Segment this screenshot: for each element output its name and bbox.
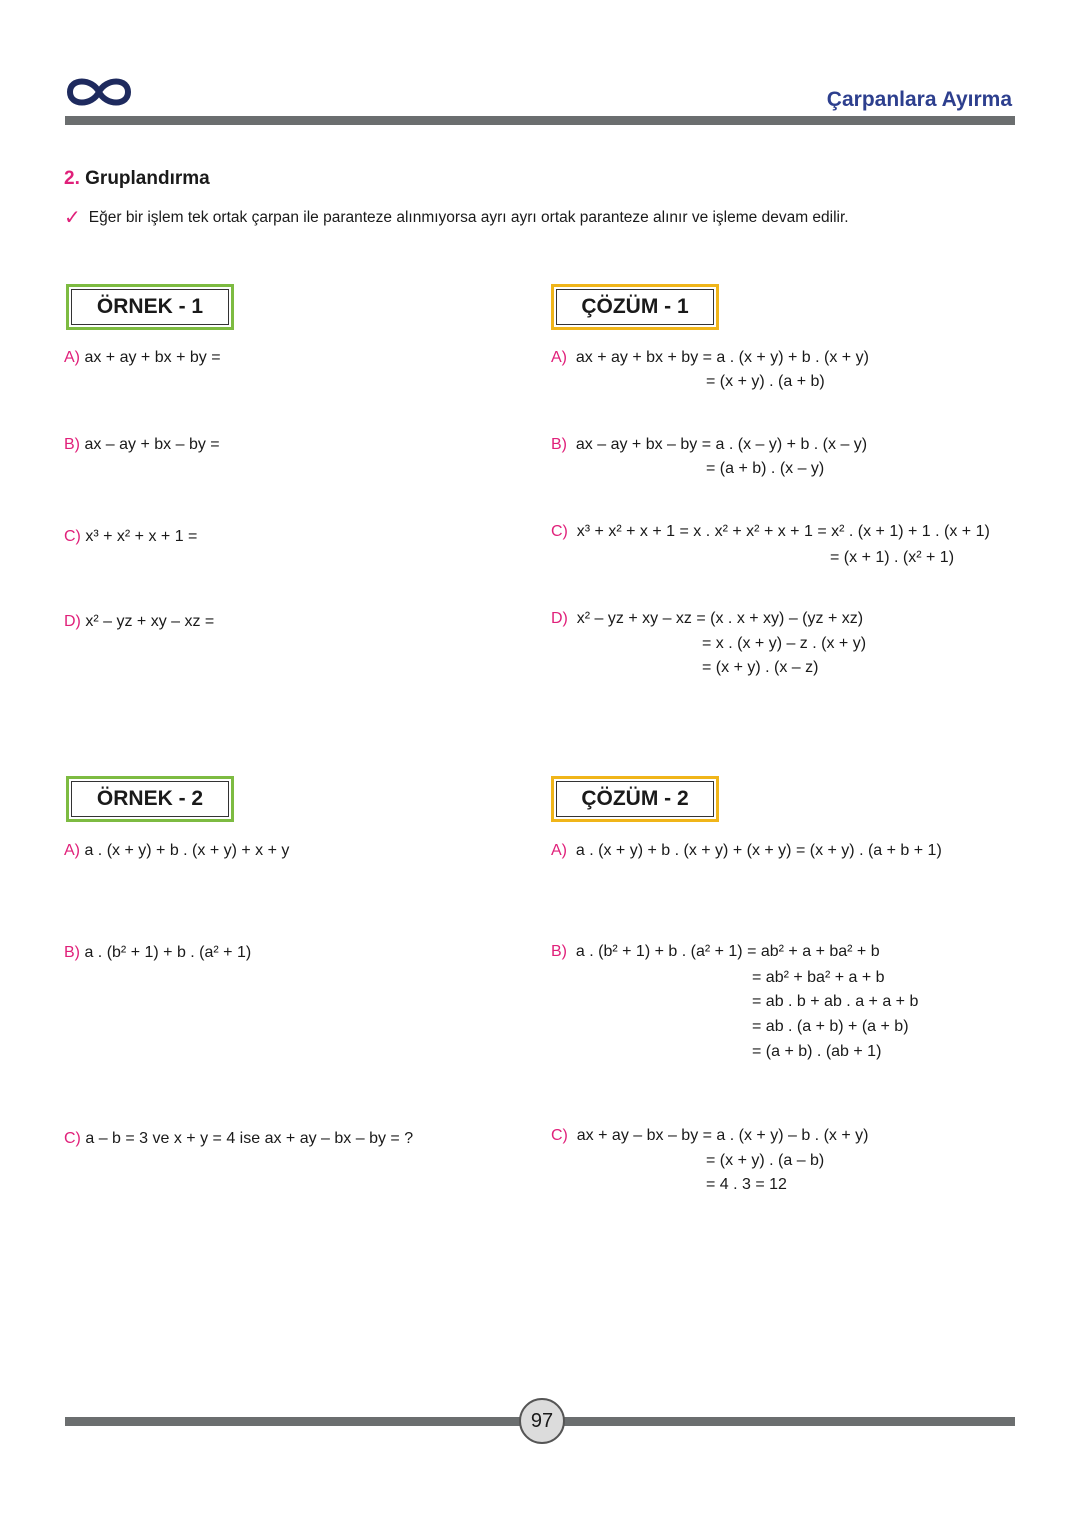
example-1-item-d: D) x² – yz + xy – xz = — [64, 613, 215, 630]
solution-2-item-b-line-2: = ab² + ba² + a + b — [752, 969, 885, 986]
example-2-item-c: C) a – b = 3 ve x + y = 4 ise ax + ay – bx – by = ? — [64, 1130, 414, 1147]
solution-2-title: ÇÖZÜM - 2 — [581, 787, 689, 810]
solution-1-item-d-line-2: = x . (x + y) – z . (x + y) — [702, 635, 867, 652]
note-text: Eğer bir işlem tek ortak çarpan ile paranteze alınmıyorsa ayrı ayrı ortak paranteze alınır ve işleme devam edilir. — [88, 208, 849, 226]
solution-1-item-b-line-2: = (a + b) . (x – y) — [706, 460, 825, 477]
example-1-box — [66, 284, 234, 330]
document-title: Çarpanlara Ayırma — [826, 88, 1012, 111]
check-icon: ✓ — [64, 207, 81, 229]
page-number: 97 — [519, 1398, 565, 1444]
solution-1-item-d: D) x² – yz + xy – xz = (x . x + xy) – (yz + xz) — [551, 610, 864, 627]
example-2-item-b: B) a . (b² + 1) + b . (a² + 1) — [64, 944, 252, 961]
solution-1-item-a: A) ax + ay + bx + by = a . (x + y) + b . (x + y) — [551, 349, 869, 366]
solution-1-item-b: B) ax – ay + bx – by = a . (x – y) + b . (x – y) — [551, 436, 868, 453]
example-2-title: ÖRNEK - 2 — [96, 787, 204, 810]
solution-2-item-c: C) ax + ay – bx – by = a . (x + y) – b . (x + y) — [551, 1127, 869, 1144]
solution-2-item-a: A) a . (x + y) + b . (x + y) + (x + y) = (x + y) . (a + b + 1) — [551, 842, 942, 859]
solution-1-item-c: C) x³ + x² + x + 1 = x . x² + x² + x + 1 = x² . (x + 1) + 1 . (x + 1) — [551, 523, 990, 540]
solution-1-item-c-line-2: = (x + 1) . (x² + 1) — [830, 549, 955, 566]
example-2-box — [66, 776, 234, 822]
example-1-item-a: A) ax + ay + bx + by = — [64, 349, 221, 366]
solution-2-item-b: B) a . (b² + 1) + b . (a² + 1) = ab² + a + ba² + b — [551, 943, 880, 960]
solution-2-item-c-line-2: = (x + y) . (a – b) — [706, 1152, 825, 1169]
solution-1-box — [551, 284, 719, 330]
solution-1-item-d-line-3: = (x + y) . (x – z) — [702, 659, 819, 676]
solution-2-item-b-line-4: = ab . (a + b) + (a + b) — [752, 1018, 909, 1035]
solution-2-item-b-line-3: = ab . b + ab . a + a + b — [752, 993, 919, 1010]
section-number: 2. — [64, 168, 80, 189]
header-divider — [65, 116, 1015, 125]
example-1-item-b: B) ax – ay + bx – by = — [64, 436, 220, 453]
infinity-icon — [64, 72, 134, 112]
section-heading — [64, 168, 210, 190]
solution-1-title: ÇÖZÜM - 1 — [581, 295, 689, 318]
note — [64, 205, 849, 230]
solution-2-item-b-line-5: = (a + b) . (ab + 1) — [752, 1043, 882, 1060]
section-title: Gruplandırma — [85, 168, 210, 189]
example-1-item-c: C) x³ + x² + x + 1 = — [64, 528, 198, 545]
example-1-title: ÖRNEK - 1 — [96, 295, 204, 318]
solution-1-item-a-line-2: = (x + y) . (a + b) — [706, 373, 825, 390]
solution-2-item-c-line-3: = 4 . 3 = 12 — [706, 1176, 787, 1193]
solution-2-box — [551, 776, 719, 822]
example-2-item-a: A) a . (x + y) + b . (x + y) + x + y — [64, 842, 290, 859]
